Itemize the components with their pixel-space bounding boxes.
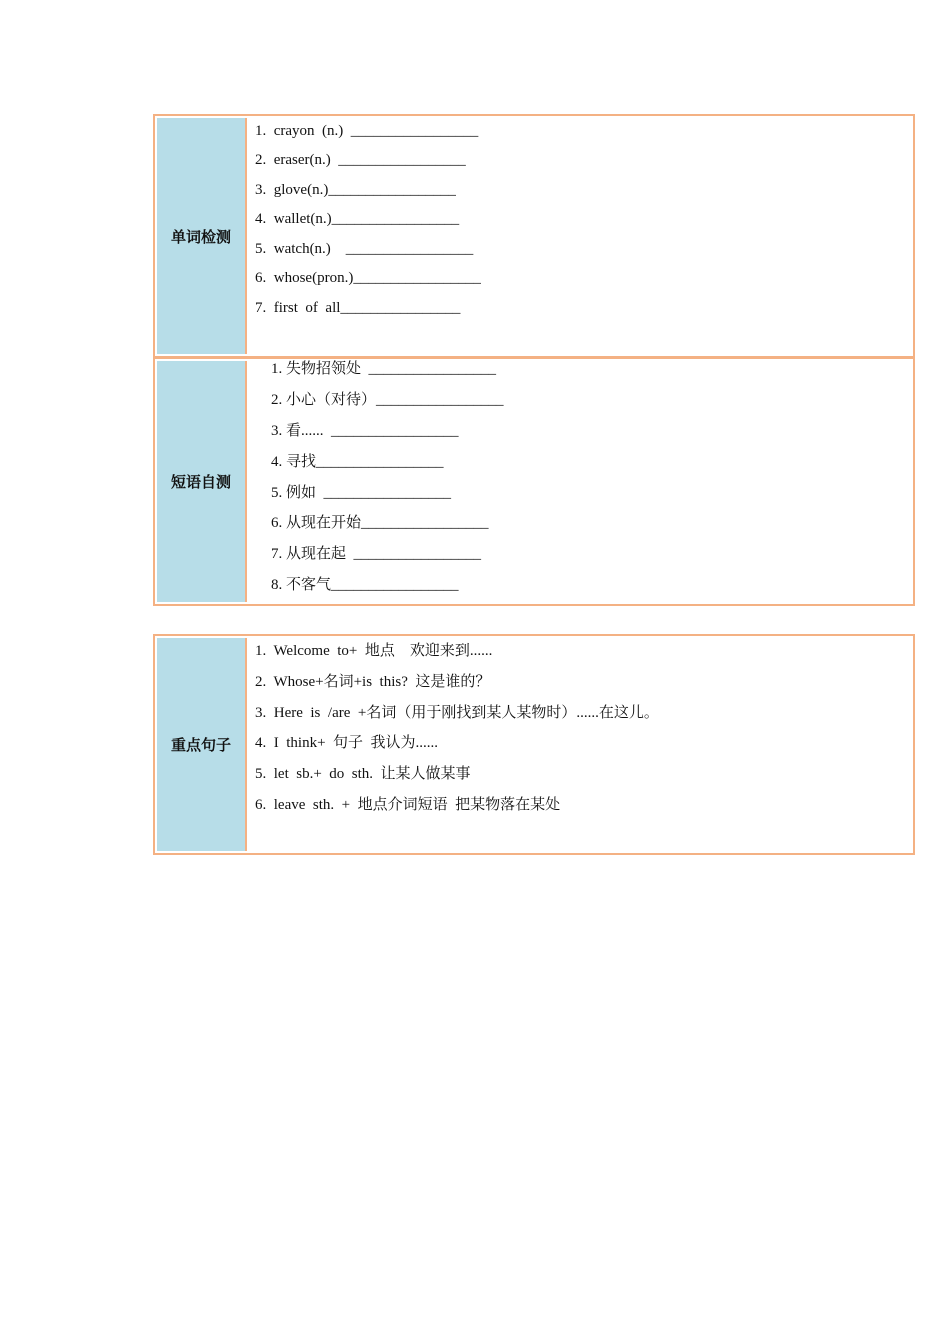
sentence-label: 重点句子 [157, 638, 247, 851]
vocab-item-6: 6. whose(pron.)_________________ [255, 270, 481, 286]
vocab-phrase-table [153, 114, 915, 606]
vocab-item-1: 1. crayon (n.) _________________ [255, 123, 479, 139]
sentence-row [155, 636, 913, 853]
vocab-item-5: 5. watch(n.) _________________ [255, 241, 474, 257]
phrase-label: 短语自测 [157, 361, 247, 602]
phrase-item-3: 3. 看...... _________________ [271, 423, 459, 439]
phrase-item-5: 5. 例如 _________________ [271, 485, 452, 501]
sentence-item-2: 2. Whose+名词+is this? 这是谁的？ [255, 674, 491, 690]
phrase-item-2: 2. 小心（对待）_________________ [271, 392, 504, 408]
vocab-list [255, 116, 913, 356]
vocab-item-7: 7. first of all________________ [255, 300, 461, 316]
vocab-item-2: 2. eraser(n.) _________________ [255, 152, 466, 168]
sentence-item-4: 4. I think+ 句子 我认为...... [255, 735, 439, 751]
phrase-list [255, 359, 913, 604]
phrase-item-1: 1. 失物招领处 _________________ [271, 361, 497, 377]
phrase-item-4: 4. 寻找_________________ [271, 454, 444, 470]
sentence-list [255, 636, 913, 853]
sentence-item-6: 6. leave sth. + 地点介词短语 把某物落在某处 [255, 797, 561, 813]
sentence-table [153, 634, 915, 855]
phrase-item-6: 6. 从现在开始_________________ [271, 515, 489, 531]
phrase-row [155, 359, 913, 604]
sentence-item-5: 5. let sb.+ do sth. 让某人做某事 [255, 766, 471, 782]
sentence-item-3: 3. Here is /are +名词（用于刚找到某人某物时）......在这儿。 [255, 705, 659, 721]
vocab-item-3: 3. glove(n.)_________________ [255, 182, 456, 198]
sentence-item-1: 1. Welcome to+ 地点 欢迎来到...... [255, 643, 493, 659]
vocab-item-4: 4. wallet(n.)_________________ [255, 211, 460, 227]
vocab-label: 单词检测 [157, 118, 247, 354]
phrase-item-7: 7. 从现在起 _________________ [271, 546, 482, 562]
phrase-item-8: 8. 不客气_________________ [271, 577, 459, 593]
vocab-row [155, 116, 913, 356]
